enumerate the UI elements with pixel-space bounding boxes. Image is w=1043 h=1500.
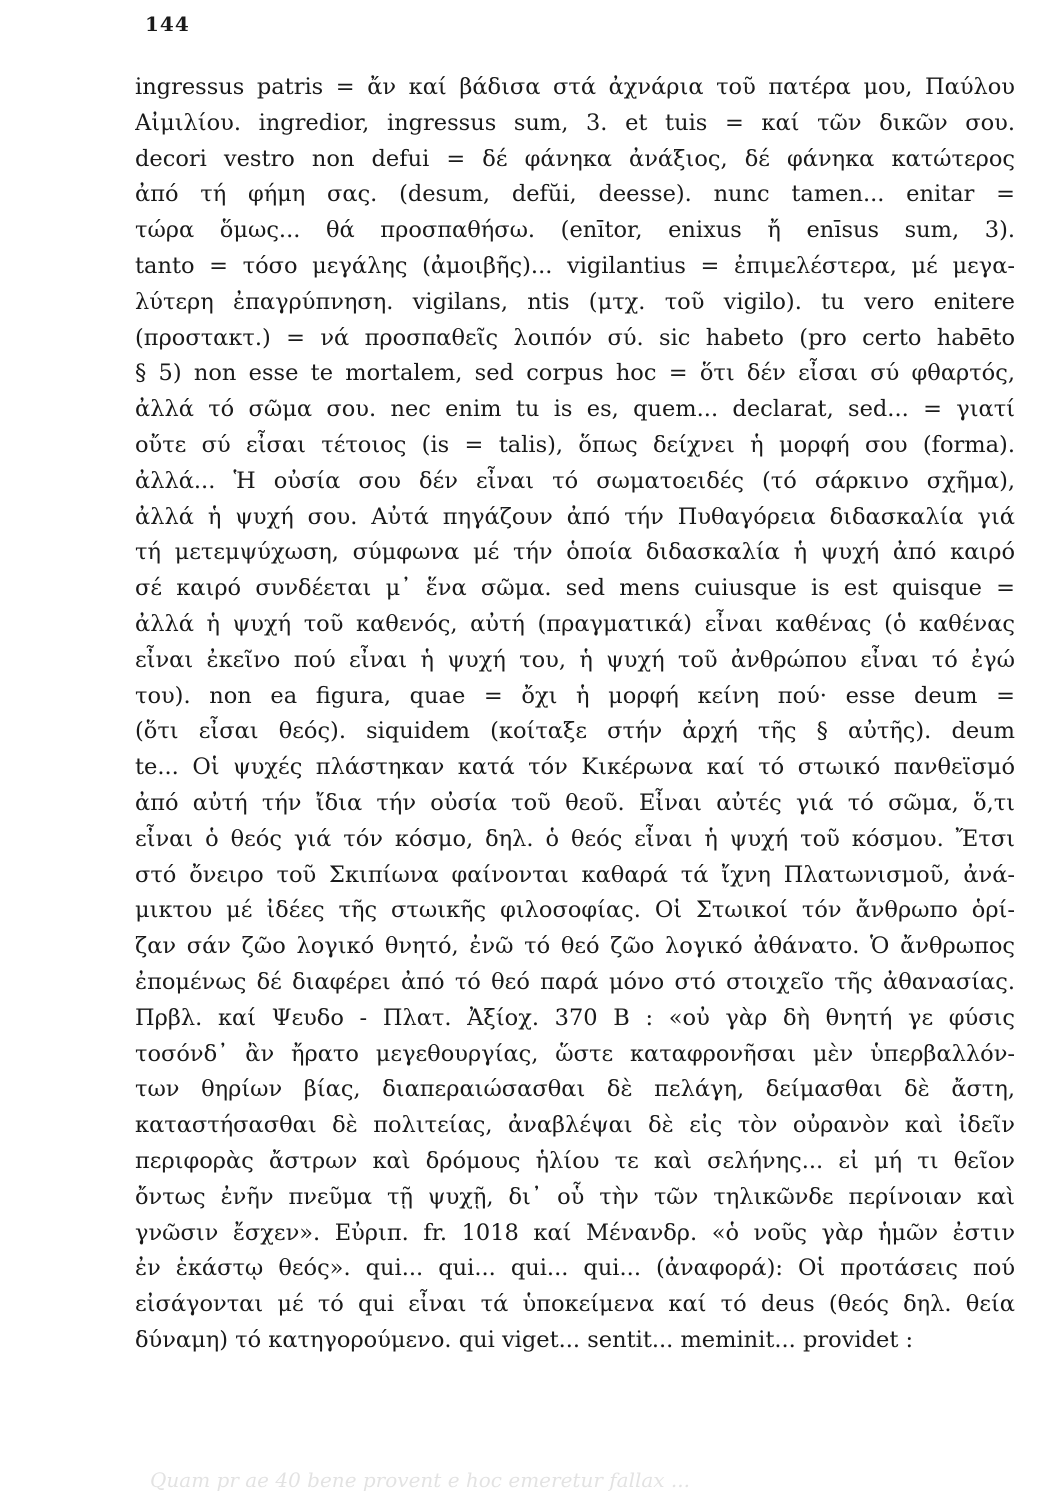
text-line: εἰσάγονται μέ τό qui εἶναι τά ὑποκείμενα καί τό deus (θεός δηλ. θεία	[135, 1291, 1015, 1318]
commentary-text	[135, 70, 1015, 1359]
text-line: decori vestro non defui = δέ φάνηκα ἀνάξιος, δέ φάνηκα κατώτερος	[135, 145, 1015, 172]
text-line: τή μετεμψύχωση, σύμφωνα μέ τήν ὁποία διδασκαλία ἡ ψυχή ἀπό καιρό	[135, 539, 1015, 566]
text-line: οὔτε σύ εἶσαι τέτοιος (is = talis), ὅπως δείχνει ἡ μορφή σου (forma).	[135, 431, 1015, 458]
text-line: γνῶσιν ἔσχεν». Εὐριπ. fr. 1018 καί Μένανδρ. «ὁ νοῦς γὰρ ἡμῶν ἐστιν	[135, 1219, 1015, 1246]
text-line: tanto = τόσο μεγάλης (ἀμοιβῆς)... vigilantius = ἐπιμελέστερα, μέ μεγα-	[135, 252, 1015, 279]
text-line: τώρα ὅμως... θά προσπαθήσω. (enītor, enixus ἤ enīsus sum, 3).	[135, 217, 1015, 244]
text-line: ζαν σάν ζῶο λογικό θνητό, ἐνῶ τό θεό ζῶο λογικό ἀθάνατο. Ὁ ἄνθρωπος	[135, 933, 1015, 960]
text-line: σέ καιρό συνδέεται μ᾽ ἕνα σῶμα. sed mens cuiusque is est quisque =	[135, 575, 1015, 602]
text-line: ingressus patris = ἄν καί βάδισα στά ἀχνάρια τοῦ πατέρα μου, Παύλου	[135, 74, 1015, 100]
text-line: ἀλλά τό σῶμα σου. nec enim tu is es, quem... declarat, sed... = γιατί	[135, 396, 1015, 423]
text-line: ἀλλά ἡ ψυχή σου. Αὐτά πηγάζουν ἀπό τήν Πυθαγόρεια διδασκαλία γιά	[135, 503, 1015, 530]
text-line: ἀλλά... Ἡ οὐσία σου δέν εἶναι τό σωματοειδές (τό σάρκινο σχῆμα),	[135, 467, 1015, 494]
text-line: (ὅτι εἶσαι θεός). siquidem (κοίταξε στήν ἀρχή τῆς § αὐτῆς). deum	[135, 718, 1015, 745]
text-line: ἀλλά ἡ ψυχή τοῦ καθενός, αὐτή (πραγματικά) εἶναι καθένας (ὁ καθένας	[135, 610, 1015, 637]
text-line: ἀπό αὐτή τήν ἴδια τήν οὐσία τοῦ θεοῦ. Εἶναι αὐτές γιά τό σῶμα, ὅ,τι	[135, 789, 1015, 816]
text-line: μικτου μέ ἰδέες τῆς στωικῆς φιλοσοφίας. Οἱ Στωικοί τόν ἄνθρωπο ὁρί-	[135, 897, 1015, 924]
text-line: τοσόνδ᾽ ἂν ἤρατο μεγεθουργίας, ὥστε καταφρονῆσαι μὲν ὑπερβαλλόν-	[135, 1040, 1015, 1067]
text-line: te... Οἱ ψυχές πλάστηκαν κατά τόν Κικέρωνα καί τό στωικό πανθεϊσμό	[135, 754, 1015, 781]
text-line: καταστήσασθαι δὲ πολιτείας, ἀναβλέψαι δὲ εἰς τὸν οὐρανὸν καὶ ἰδεῖν	[135, 1112, 1015, 1139]
text-line: (προστακτ.) = νά προσπαθεῖς λοιπόν σύ. sic habeto (pro certo habēto	[135, 324, 1015, 351]
text-line: ὄντως ἐνῆν πνεῦμα τῇ ψυχῇ, δι᾽ οὗ τὴν τῶν τηλικῶνδε περίνοιαν καὶ	[135, 1183, 1015, 1210]
text-line: ἐν ἑκάστῳ θεός». qui... qui... qui... qui... (ἀναφορά): Οἱ προτάσεις πού	[135, 1255, 1015, 1282]
text-line: ἐπομένως δέ διαφέρει ἀπό τό θεό παρά μόνο στό στοιχεῖο τῆς ἀθανασίας.	[135, 968, 1015, 995]
text-line: δύναμη) τό κατηγορούμενο. qui viget... sentit... meminit... providet :	[135, 1326, 914, 1353]
text-line: Αἰμιλίου. ingredior, ingressus sum, 3. et tuis = καί τῶν δικῶν σου.	[135, 109, 1015, 136]
text-line: του). non ea figura, quae = ὄχι ἡ μορφή κείνη πού· esse deum =	[135, 682, 1015, 709]
text-line: εἶναι ἐκεῖνο πού εἶναι ἡ ψυχή του, ἡ ψυχή τοῦ ἀνθρώπου εἶναι τό ἐγώ	[135, 646, 1015, 673]
page-number: 144	[145, 12, 190, 36]
text-line: Πρβλ. καί Ψευδο - Πλατ. Ἀξίοχ. 370 B : «οὐ γὰρ δὴ θνητή γε φύσις	[135, 1004, 1015, 1031]
text-line: στό ὄνειρο τοῦ Σκιπίωνα φαίνονται καθαρά τά ἴχνη Πλατωνισμοῦ, ἀνά-	[135, 861, 1015, 888]
bleed-through-text: Quam pr ae 40 bene provent e hoc emeretur fallax ...	[150, 1468, 690, 1492]
text-line: λύτερη ἐπαγρύπνηση. vigilans, ntis (μτχ. τοῦ vigilo). tu vero enitere	[135, 288, 1015, 315]
text-line: § 5) non esse te mortalem, sed corpus hoc = ὅτι δέν εἶσαι σύ φθαρτός,	[135, 360, 1015, 387]
text-line: περιφορὰς ἄστρων καὶ δρόμους ἡλίου τε καὶ σελήνης... εἰ μή τι θεῖον	[135, 1147, 1015, 1174]
text-line: ἀπό τή φήμη σας. (desum, defŭi, deesse). nunc tamen... enitar =	[135, 181, 1015, 208]
text-line: εἶναι ὁ θεός γιά τόν κόσμο, δηλ. ὁ θεός εἶναι ἡ ψυχή τοῦ κόσμου. Ἔτσι	[135, 825, 1015, 852]
text-line: των θηρίων βίας, διαπεραιώσασθαι δὲ πελάγη, δείμασθαι δὲ ἄστη,	[135, 1076, 1015, 1103]
